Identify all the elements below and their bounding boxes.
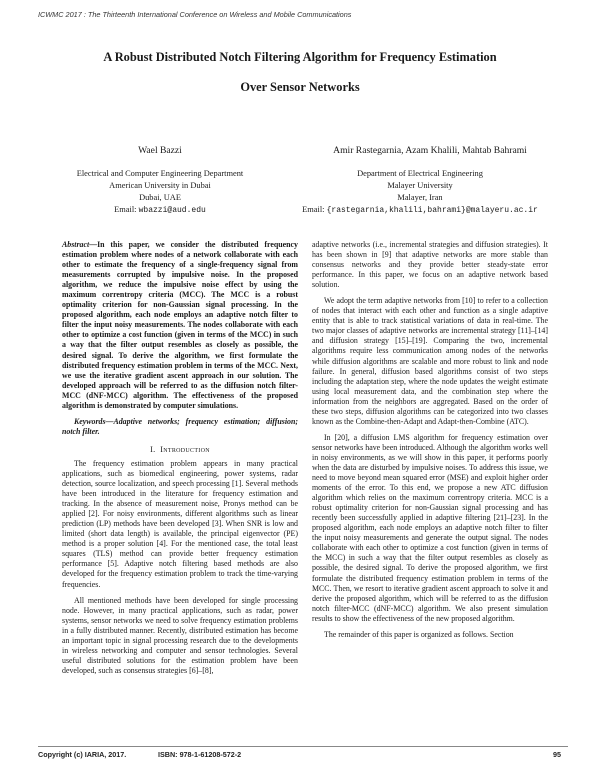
keywords: Keywords—Adaptive networks; frequency estimation; diffusion; notch filter. [62,416,298,436]
abstract-text: In this paper, we consider the distributed frequency estimation problem where nodes of a network collaborate with each other to estimate the frequency of a single-frequency signal from measurements corrupted by impulsive noise. In the proposed algorithm, we reduce the impulsive noise effect by using the maximum correntropy criteria (MCC). The MCC is a robust optimality criterion for non-Gaussian signal processing. In the proposed algorithm, each node employs an adaptive notch filter to filter the input noisy measurements. The nodes collaborate with each other to optimize a cost function (given in terms of the MCC) in such a way that the filter output resembles as closely as possible, the desired signal. To derive the algorithm, we first formulate the distributed frequency estimation problem in terms of the MCC. Next, we use the iterative gradient ascent approach in our solution. The developed approach will be referred to as the diffusion notch filter-MCC (dNF-MCC) algorithm. The effectiveness of the proposed algorithm is demonstrated by computer simulations. [62,240,298,410]
keywords-label-text: Keywords [74,416,106,426]
author-left-city: Dubai, UAE [139,193,181,202]
abstract [62,240,298,411]
footer-page-number: 95 [553,750,561,759]
section-number: I. [150,444,156,454]
author-right-city: Malayer, Iran [397,193,443,202]
author-right-names: Amir Rastegarnia, Azam Khalili, Mahtab Bahrami [333,145,527,156]
section-title: Introduction [160,444,210,454]
paper-title-line2: Over Sensor Networks [240,80,360,94]
author-right-affiliation [250,168,590,217]
author-left-name: Wael Bazzi [138,145,182,156]
email-label: Email: [302,205,325,214]
author-left-affiliation [40,168,280,217]
author-right-email[interactable]: {rastegarnia,khalili,bahrami}@malayeru.ac.ir [326,206,538,215]
footer-isbn: ISBN: 978-1-61208-572-2 [158,750,242,759]
section-heading [62,445,298,455]
abstract-label: Abstract [62,240,90,249]
right-paragraph-1: adaptive networks (i.e., incremental strategies and diffusion strategies). It has been shown in [9] that adaptive networks are more stable than consensus networks and they provide better steady-state error performance. In this paper, we focus on an adaptive network based solution. [312,240,548,290]
right-paragraph-4: The remainder of this paper is organized as follows. Section [324,629,514,639]
author-right-univ: Malayer University [387,181,453,190]
intro-paragraph-1: The frequency estimation problem appears in many practical applications, such as biomedical engineering, power systems, radar detection, source localization, and speech processing [1]. Several methods have been introduced in the literature for frequency estimation and tracking. In the absence of measurement noise, Pronys method can be applied [2]. For noisy environments, different algorithms such as linear prediction (LP) methods have been developed [3]. When SNR is low and limited (short data length) is available, the principal eigenvector (PE) method is a proper solution [4]. For the mentioned case, the total least squares (TLS) method can provide better frequency estimation performance [5]. Adaptive notch filtering based methods are also developed for the frequency estimation problem to track the time-varying frequencies. [62,458,298,589]
left-column [62,240,298,676]
footer-divider [38,746,568,747]
right-paragraph-3: In [20], a diffusion LMS algorithm for frequency estimation over sensor networks have been introduced. Although the algorithm works well in noisy environments, as we will show in this paper, it performs poorly when the data are disturbed by impulsive noises. To address this issue, we need to move beyond mean squared error (MSE) and exploit higher order moments of the error. To this end, we propose a new ATC diffusion algorithm which relies on the maximum correntropy criteria. MCC is a robust optimality criterion for non-Gaussian signal processing and has recently been successfully applied in adaptive filtering [21]–[23]. In the proposed algorithm, each node employs an adaptive notch filter to filter the input noisy measurements and generate the output signal. The nodes collaborate with each other to optimize a cost function (given in terms of the MCC) in such a way that the filter output resembles as closely as possible, the desired signal. To derive the proposed algorithm, we first formulate the distributed frequency estimation problem in terms of the MCC. Then, we resort to iterative gradient ascent approach to solve it and derive the proposed algorithm, which will be referred to as the diffusion notch filter-MCC (dNF-MCC) algorithm. We also present simulation results to show the effectiveness of the new proposed algorithm. [312,432,548,623]
keywords-text: Adaptive networks; frequency estimation; diffusion; notch filter. [62,416,298,436]
author-left-univ: American University in Dubai [109,181,211,190]
author-right-dept: Department of Electrical Engineering [357,169,483,178]
email-label: Email: [114,205,137,214]
author-left-email-line [40,204,280,217]
conference-header: ICWMC 2017 : The Thirteenth International Conference on Wireless and Mobile Communications [38,10,352,19]
author-left-dept: Electrical and Computer Engineering Department [76,169,244,178]
author-right-email-line [250,204,590,217]
author-left-email[interactable]: wbazzi@aud.edu [138,206,206,215]
right-column [312,240,548,640]
intro-paragraph-2: All mentioned methods have been developed for single processing node. However, in many practical applications, such as radar, power systems, sensor networks we need to solve frequency estimation problems in a fully distributed manner. Recently, distributed estimation has become an important topic in signal processing research due to the developments in wireless networking and computer and sensor technologies. Several useful distributed solutions for the estimation problem have been developed, such as consensus strategies [6]–[8], [62,595,298,675]
paper-title-line1: A Robust Distributed Notch Filtering Algorithm for Frequency Estimation [103,50,497,64]
footer-copyright: Copyright (c) IARIA, 2017. [38,750,127,759]
abstract-dash: — [89,240,98,249]
right-paragraph-2: We adopt the term adaptive networks from [10] to refer to a collection of nodes that interact with each other and function as a single adaptive entity that is able to track statistical variations of data in real-time. The two major classes of adaptive networks are incremental strategy [11]–[14] and diffusion strategy [15]–[19]. Comparing the two, incremental algorithms require less communication among nodes of the networks while diffusion algorithms are scalable and more robust to link and node failure. In general, diffusion based algorithms consist of two steps including the adaptation step, where the node updates the weight estimate using local measurement data, and the combination step where the information from the neighbors are aggregated. Based on the order of these two steps, diffusion algorithms can be categorized into two classes known as the Combine-then-Adapt and Adapt-then-Combine (ATC). [312,296,548,426]
